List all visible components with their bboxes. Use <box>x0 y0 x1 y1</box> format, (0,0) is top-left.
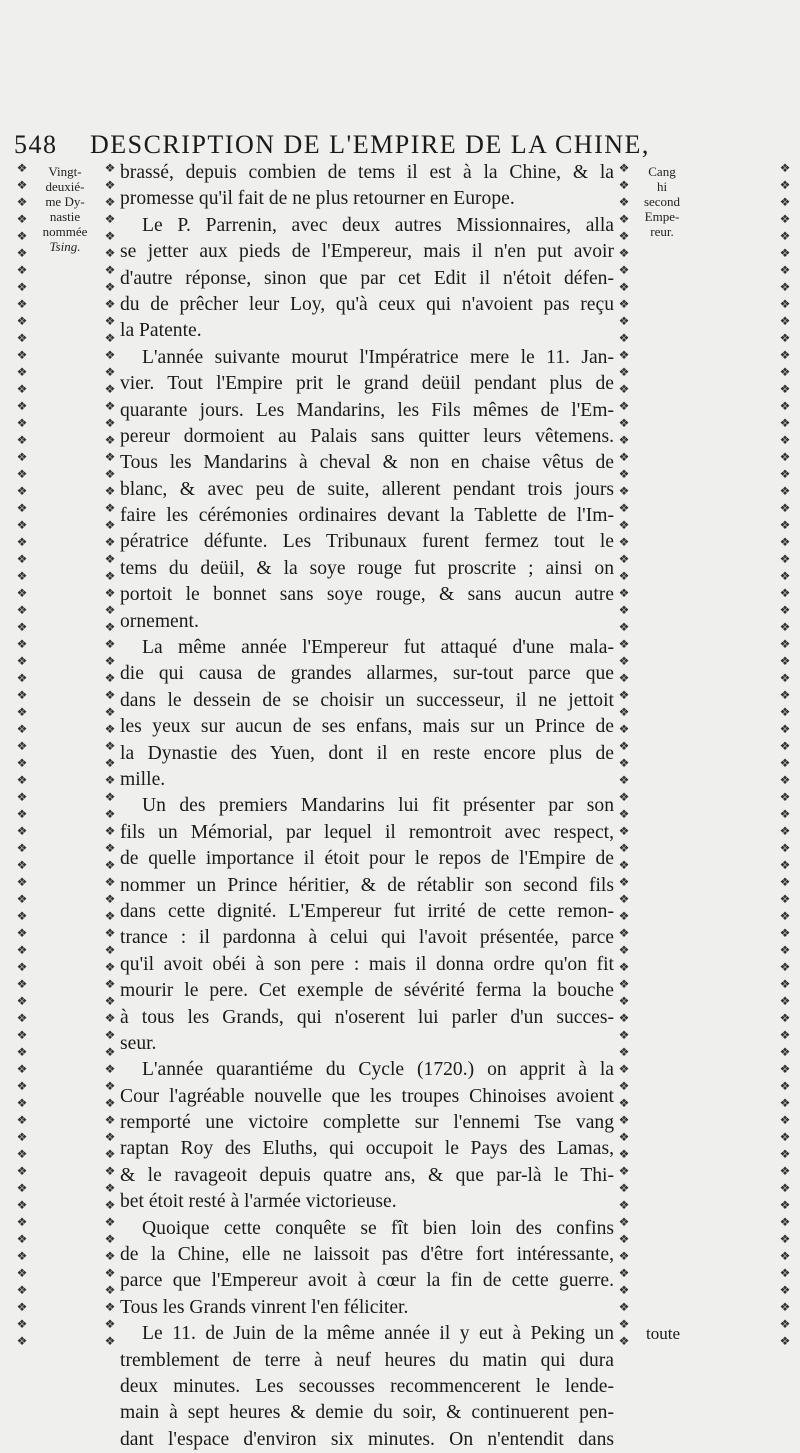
text-line: Tous les Mandarins à cheval & non en chaise vêtus de <box>120 452 614 474</box>
text-line: & le ravageoit depuis quatre ans, & que par-là le Thi- <box>120 1164 614 1186</box>
text-line: de la Chine, elle ne laissoit pas d'être fort intéressante, <box>120 1244 614 1266</box>
text-line: remporté une victoire complette sur l'ennemi Tse vang <box>120 1112 614 1134</box>
text-line: fils un Mémorial, par lequel il remontroit avec respect, <box>120 821 614 843</box>
text-line: ornement. <box>120 610 199 632</box>
text-line: dans cette dignité. L'Empereur fut irrité de cette remon- <box>120 900 614 922</box>
text-line: Le P. Parrenin, avec deux autres Missionnaires, alla <box>142 214 614 236</box>
text-line: seur. <box>120 1032 157 1054</box>
margin-note-line: deuxié- <box>45 179 85 194</box>
text-line: pératrice défunte. Les Tribunaux furent fermez tout le <box>120 531 614 553</box>
text-line: pereur dormoient au Palais sans quitter leurs vêtemens. <box>120 425 614 447</box>
text-line: Cour l'agréable nouvelle que les troupes Chinoises avoient <box>120 1085 614 1107</box>
text-line: d'autre réponse, sinon que par cet Edit il n'étoit défen- <box>120 267 614 289</box>
text-line: Le 11. de Juin de la même année il y eut à Peking un <box>142 1323 614 1345</box>
catchword: toute <box>646 1324 680 1343</box>
text-line: raptan Roy des Eluths, qui occupoit le Pays des Lamas, <box>120 1138 614 1160</box>
text-line: die qui causa de grandes allarmes, sur-tout parce que <box>120 663 614 685</box>
text-line: parce que l'Empereur avoit à cœur la fin de cette guerre. <box>120 1270 614 1292</box>
margin-note-line: Empe- <box>644 209 680 224</box>
text-line: Tous les Grands vinrent l'en féliciter. <box>120 1296 409 1318</box>
ornament-border-right-inner: ❖❖❖❖❖❖❖❖❖❖❖❖❖❖❖❖❖❖❖❖❖❖❖❖❖❖❖❖❖❖❖❖❖❖❖❖❖❖❖❖❖❖❖❖❖❖❖❖❖❖❖❖❖❖❖❖❖❖❖❖❖❖❖❖❖❖❖❖❖❖ <box>618 161 630 1348</box>
text-line: mourir le pere. Cet exemple de sévérité ferma la bouche <box>120 980 614 1002</box>
text-line: La même année l'Empereur fut attaqué d'une mala- <box>142 637 614 659</box>
text-line: vier. Tout l'Empire prit le grand deüil pendant plus de <box>120 373 614 395</box>
text-line: faire les cérémonies ordinaires devant la Tablette de l'Im- <box>120 505 614 527</box>
margin-note-line: reur. <box>650 224 674 239</box>
margin-note-line: Tsing. <box>49 239 81 254</box>
text-line: de quelle importance il étoit pour le repos de l'Empire de <box>120 848 614 870</box>
page-number: 548 <box>14 130 58 159</box>
text-line: portoit le bonnet sans soye rouge, & sans aucun autre <box>120 584 614 606</box>
text-line: trance : il pardonna à celui qui l'avoit présentée, parce <box>120 927 614 949</box>
margin-note-line: nommée <box>42 224 88 239</box>
text-line: deux minutes. Les secousses recommencerent le lende- <box>120 1375 614 1397</box>
text-line: dant l'espace d'environ six minutes. On n'entendit dans <box>120 1428 614 1450</box>
body-text <box>120 160 614 1453</box>
text-line: nommer un Prince héritier, & de rétablir son second fils <box>120 874 614 896</box>
margin-note-line: second <box>643 194 681 209</box>
margin-note-line: hi <box>656 179 668 194</box>
text-line: bet étoit resté à l'armée victorieuse. <box>120 1191 397 1213</box>
ornament-border-left-inner: ❖❖❖❖❖❖❖❖❖❖❖❖❖❖❖❖❖❖❖❖❖❖❖❖❖❖❖❖❖❖❖❖❖❖❖❖❖❖❖❖❖❖❖❖❖❖❖❖❖❖❖❖❖❖❖❖❖❖❖❖❖❖❖❖❖❖❖❖❖❖ <box>104 161 116 1348</box>
text-line: quarante jours. Les Mandarins, les Fils mêmes de l'Em- <box>120 399 614 421</box>
text-line: les yeux sur aucun de ses enfans, mais sur un Prince de <box>120 716 614 738</box>
margin-note-line: Cang <box>648 164 676 179</box>
text-line: Un des premiers Mandarins lui fit présenter par son <box>142 795 614 817</box>
text-line: promesse qu'il fait de ne plus retourner en Europe. <box>120 188 515 210</box>
margin-note-left <box>30 164 100 254</box>
text-line: à tous les Grands, qui n'oserent lui parler d'un succes- <box>120 1006 614 1028</box>
margin-note-line: nastie <box>49 209 81 224</box>
text-line: tremblement de terre à neuf heures du matin qui dura <box>120 1349 614 1371</box>
text-line: L'année quarantiéme du Cycle (1720.) on apprit à la <box>142 1059 614 1081</box>
text-line: qu'il avoit obéi à son pere : mais il donna ordre qu'on fit <box>120 953 614 975</box>
text-line: L'année suivante mourut l'Impératrice mere le 11. Jan- <box>142 346 614 368</box>
margin-note-right <box>632 164 692 239</box>
ornament-border-left-outer: ❖❖❖❖❖❖❖❖❖❖❖❖❖❖❖❖❖❖❖❖❖❖❖❖❖❖❖❖❖❖❖❖❖❖❖❖❖❖❖❖❖❖❖❖❖❖❖❖❖❖❖❖❖❖❖❖❖❖❖❖❖❖❖❖❖❖❖❖❖❖ <box>16 161 28 1348</box>
text-line: la Dynastie des Yuen, dont il en reste encore plus de <box>120 742 614 764</box>
text-line: la Patente. <box>120 320 202 342</box>
text-line: mille. <box>120 768 166 790</box>
text-line: Quoique cette conquête se fît bien loin des confins <box>142 1217 614 1239</box>
text-line: dans le dessein de se choisir un successeur, il ne jettoit <box>120 689 614 711</box>
text-line: tems du deüil, & la soye rouge fut proscrite ; ainsi on <box>120 557 614 579</box>
text-line: se jetter aux pieds de l'Empereur, mais il n'en put avoir <box>120 241 614 263</box>
text-line: main à sept heures & demie du soir, & continuerent pen- <box>120 1402 614 1424</box>
text-line: blanc, & avec peu de suite, allerent pendant trois jours <box>120 478 614 500</box>
margin-note-line: Vingt- <box>48 164 82 179</box>
ornament-border-right-outer: ❖❖❖❖❖❖❖❖❖❖❖❖❖❖❖❖❖❖❖❖❖❖❖❖❖❖❖❖❖❖❖❖❖❖❖❖❖❖❖❖❖❖❖❖❖❖❖❖❖❖❖❖❖❖❖❖❖❖❖❖❖❖❖❖❖❖❖❖❖❖ <box>779 161 791 1348</box>
running-title: DESCRIPTION DE L'EMPIRE DE LA CHINE, <box>90 130 650 159</box>
text-line: du de prêcher leur Loy, qu'à ceux qui n'avoient pas reçu <box>120 293 614 315</box>
margin-note-line: me Dy- <box>45 194 85 209</box>
text-line: brassé, depuis combien de tems il est à la Chine, & la <box>120 162 614 183</box>
